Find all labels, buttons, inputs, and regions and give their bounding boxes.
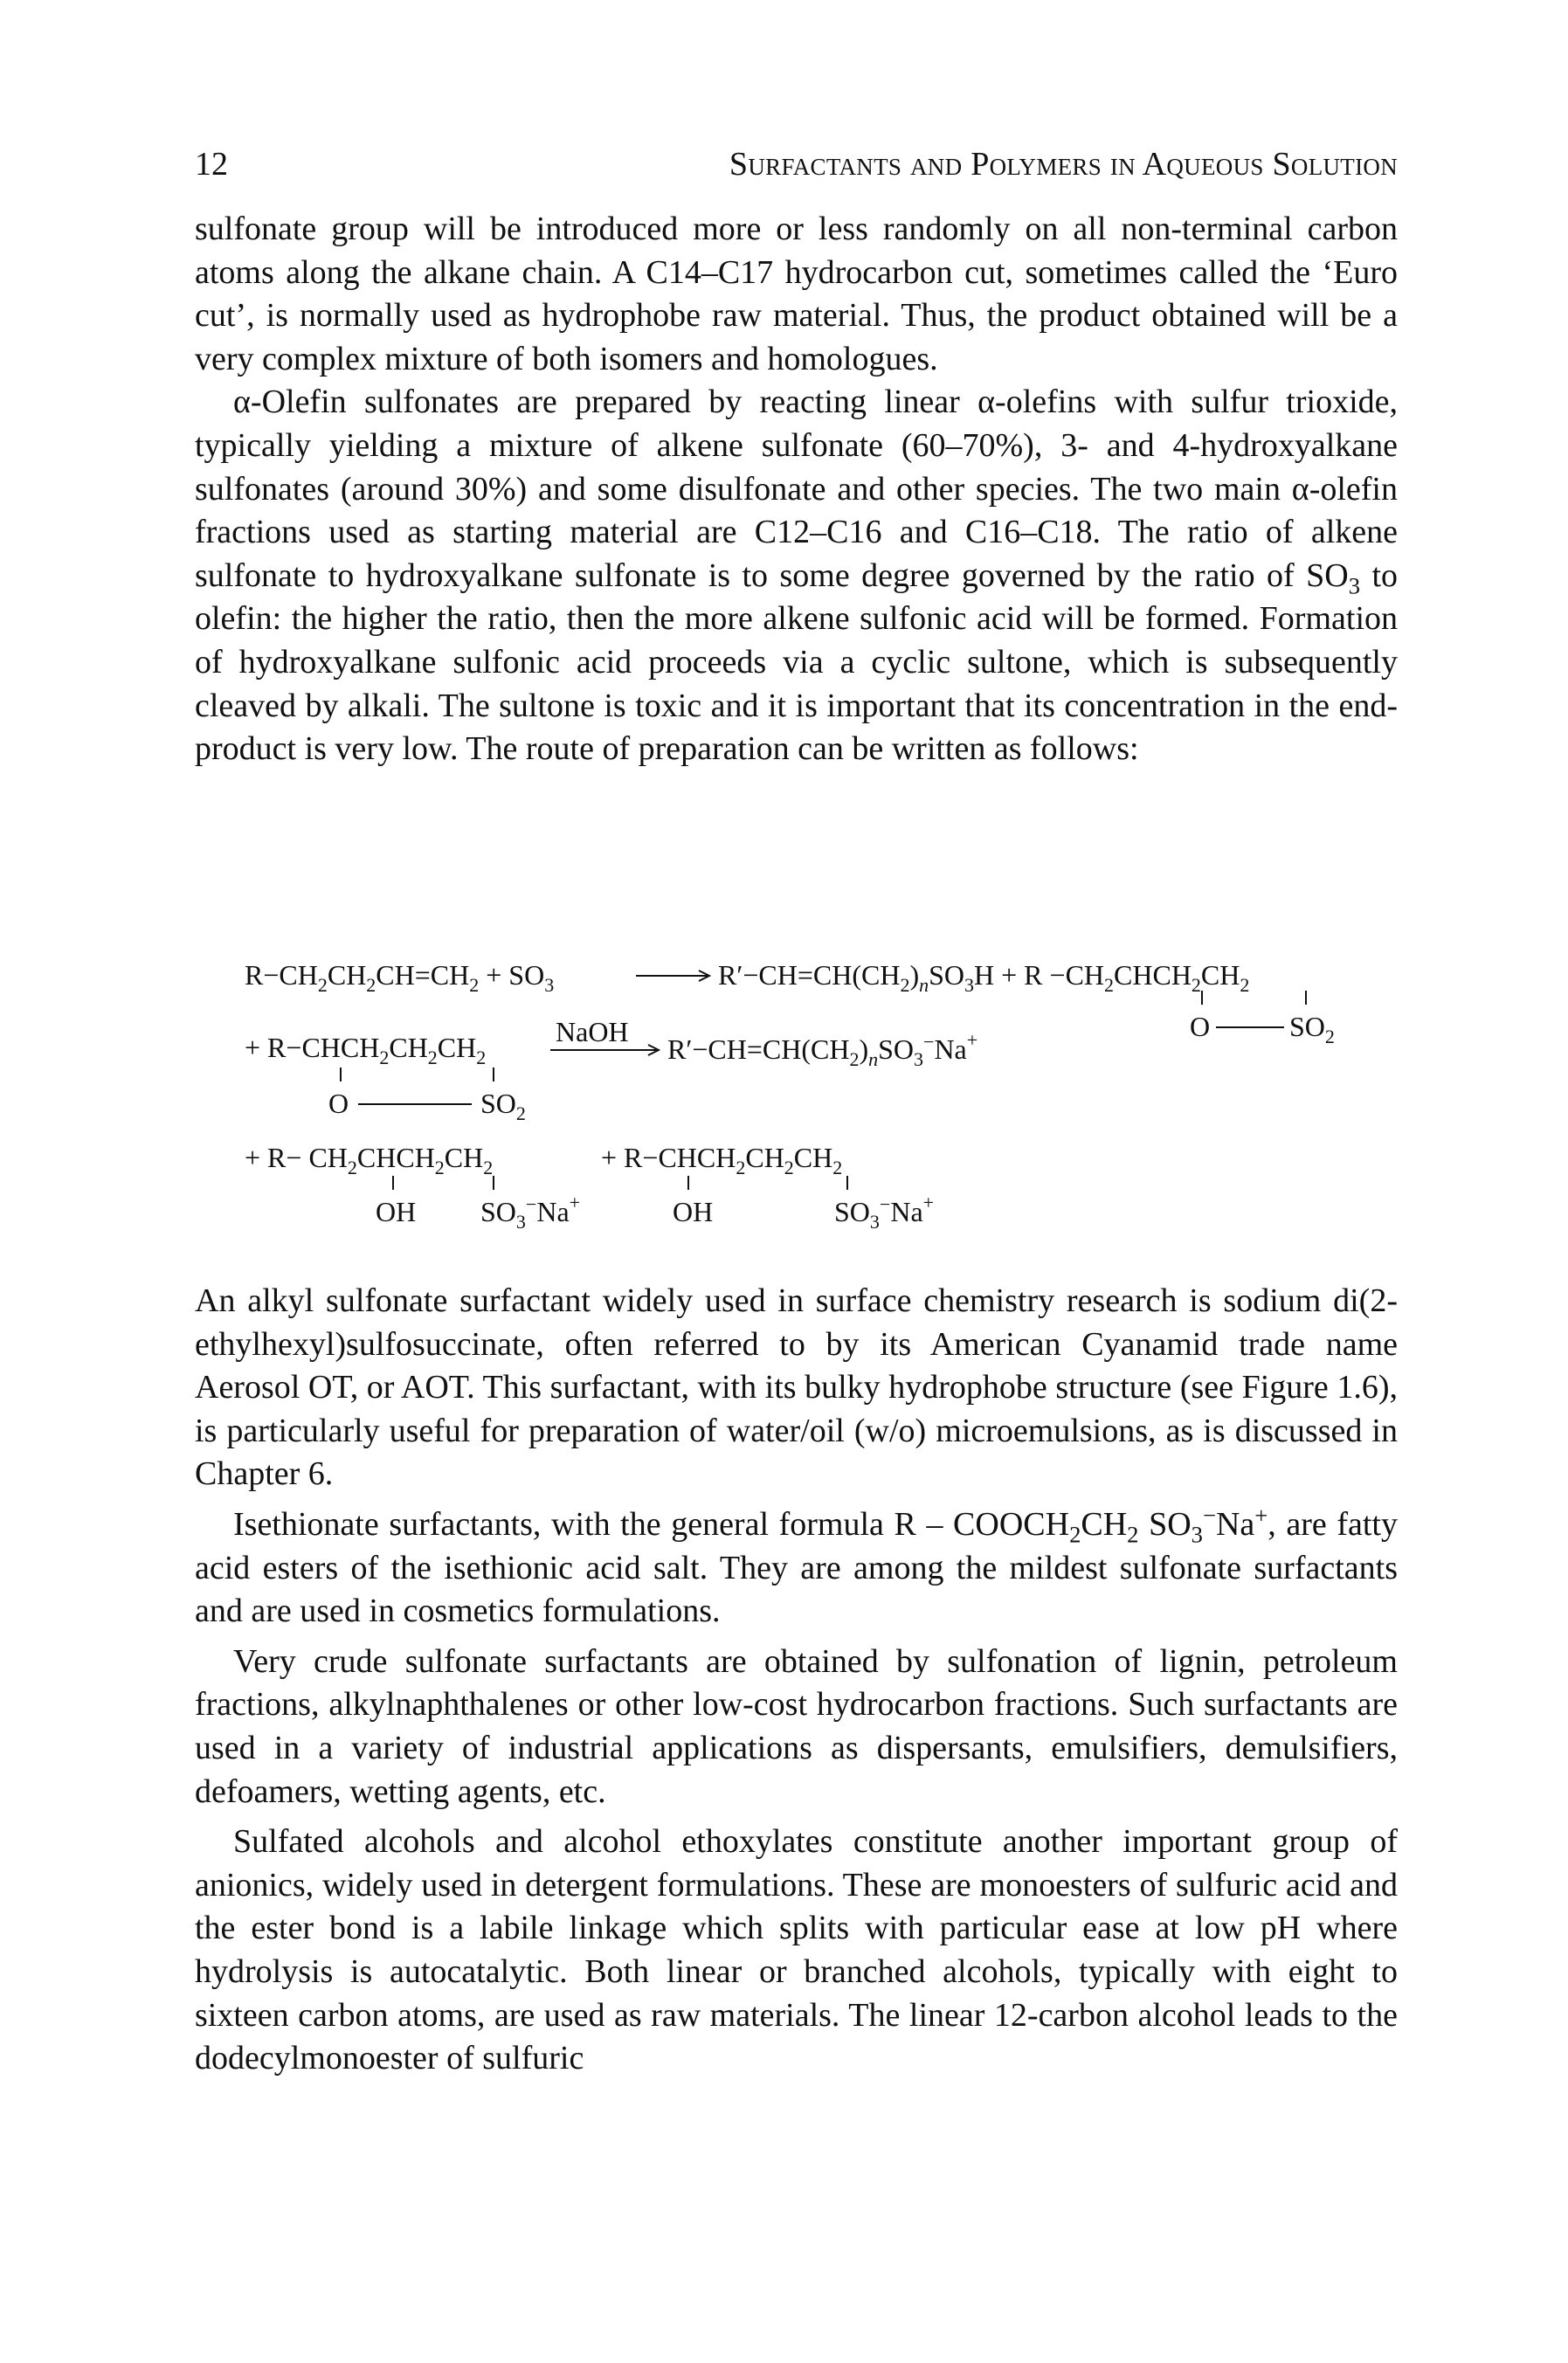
svg-text:SO2: $SO_2$ [480, 1088, 526, 1124]
scheme-product-4: + $R-CHCH_2CH_2CH_2$ [601, 1142, 843, 1178]
olefin-text-a: α-Olefin sulfonates are prepared by reacting linear α-olefins with sulfur trioxide, typically yielding a mixture of alkene sulfonate (60–70%), 3- and 4-hydroxyalkane sulfonates (around 30%) and some disulfonate and other species. The two main α-olefin fractions used as starting material are C12–C16 and C16–C18. The ratio of alkene sulfonate to hydroxyalkane sulfonate is to some degree governed by the ratio of [195, 383, 1398, 594]
svg-text:SO2: $SO_2$ [1289, 1011, 1335, 1047]
scheme-product-1: $R'-CH=CH(CH_2)_nSO_3H + R$ $-CH_2CHCH_2CH_2$ [718, 959, 1250, 996]
svg-text:O: O [1190, 1011, 1211, 1042]
isethionate-formula: R – $COOCH_2CH_2$ $SO_3^-Na^+$ [894, 1502, 1268, 1548]
paragraph-continuation: sulfonate group will be introduced more or less randomly on all non-terminal carbon atoms along the alkane chain. A C14–C17 hydrocarbon cut, sometimes called the ‘Euro cut’, is normally used as hydrophobe raw material. Thus, the product obtained will be a very complex mixture of both isomers and homologues. [195, 211, 1398, 377]
paragraph-sulfated-alcohols: Sulfated alcohols and alcohol ethoxylates constitute another important group of anionics, widely used in detergent formulations. These are monoesters of sulfuric acid and the ester bond is a labile linkage which splits with particular ease at low pH where hydrolysis is autocatalytic. Both linear or branched alcohols, typically with eight to sixteen carbon atoms, are used as raw materials. The linear 12-carbon alcohol leads to the dodecylmonoester of sulfuric [195, 1823, 1398, 2077]
olefin-text-b: to olefin: the higher the ratio, then the more alkene sulfonic acid will be formed. Formation of hydroxyalkane sulfonic acid proceeds via a cyclic sultone, which is subsequently cleaved by alkali. The sultone is toxic and it is important that its concentration in the end-product is very low. The route of preparation can be written as follows: [195, 556, 1398, 768]
scheme-reactant: $R-CH_2CH_2CH=CH_2 + SO_3$ [245, 959, 555, 996]
isethionate-text-b: , are fatty acid esters of the isethionic acid salt. They are among the mildest sulfonate surfactants and are used in cosmetics formulations. [195, 1505, 1398, 1630]
arrow-2 [550, 1045, 659, 1055]
svg-text:SO3−Na+: $SO_3^-Na^+$ [834, 1192, 935, 1233]
paragraph-crude-sulfonates: Very crude sulfonate surfactants are obtained by sulfonation of lignin, petroleum fractions, alkylnaphthalenes or other low-cost hydrocarbon fractions. Such surfactants are used in a variety of industrial applications as dispersants, emulsifiers, demulsifiers, defoamers, wetting agents, etc. [195, 1642, 1398, 1810]
scheme-product-2: $R'-CH=CH(CH_2)_nSO_3^-Na^+$ [667, 1029, 978, 1070]
isethionate-text-a: Isethionate surfactants, with the general formula [233, 1505, 895, 1543]
page-number: 12 [195, 146, 228, 183]
arrow-1 [636, 971, 709, 981]
svg-text:OH: OH [376, 1196, 417, 1227]
scheme-plus-sultone: + $R-CHCH_2CH_2CH_2$ [245, 1032, 487, 1068]
svg-text:O: O [328, 1088, 349, 1119]
product-4-substituents [673, 1176, 934, 1233]
paragraph-aot: An alkyl sulfonate surfactant widely used in surface chemistry research is sodium di(2-ethylhexyl)sulfosuccinate, often referred to by its American Cyanamid trade name Aerosol OT, or AOT. This surfactant, with its bulky hydrophobe structure (see Figure 1.6), is particularly useful for preparation of water/oil (w/o) microemulsions, as is discussed in Chapter 6. [195, 1282, 1398, 1493]
so3-formula: $SO_3$ [1306, 556, 1360, 599]
paragraph-isethionate [195, 1503, 1398, 1634]
scheme-product-3: + $R- CH_2CHCH_2CH_2$ [245, 1142, 494, 1178]
sultone-ring-1 [1190, 991, 1335, 1047]
scheme-reagent-naoh: NaOH [556, 1016, 629, 1047]
body-text-bottom [195, 1280, 1398, 2081]
sultone-ring-2 [328, 1067, 526, 1124]
body-text-top [195, 208, 1398, 771]
running-head: Surfactants and Polymers in Aqueous Solution [729, 146, 1398, 183]
paragraph-olefin-sulfonates [195, 381, 1398, 770]
svg-text:SO3−Na+: $SO_3^-Na^+$ [480, 1192, 581, 1233]
product-3-substituents [376, 1176, 580, 1233]
svg-text:OH: OH [673, 1196, 714, 1227]
